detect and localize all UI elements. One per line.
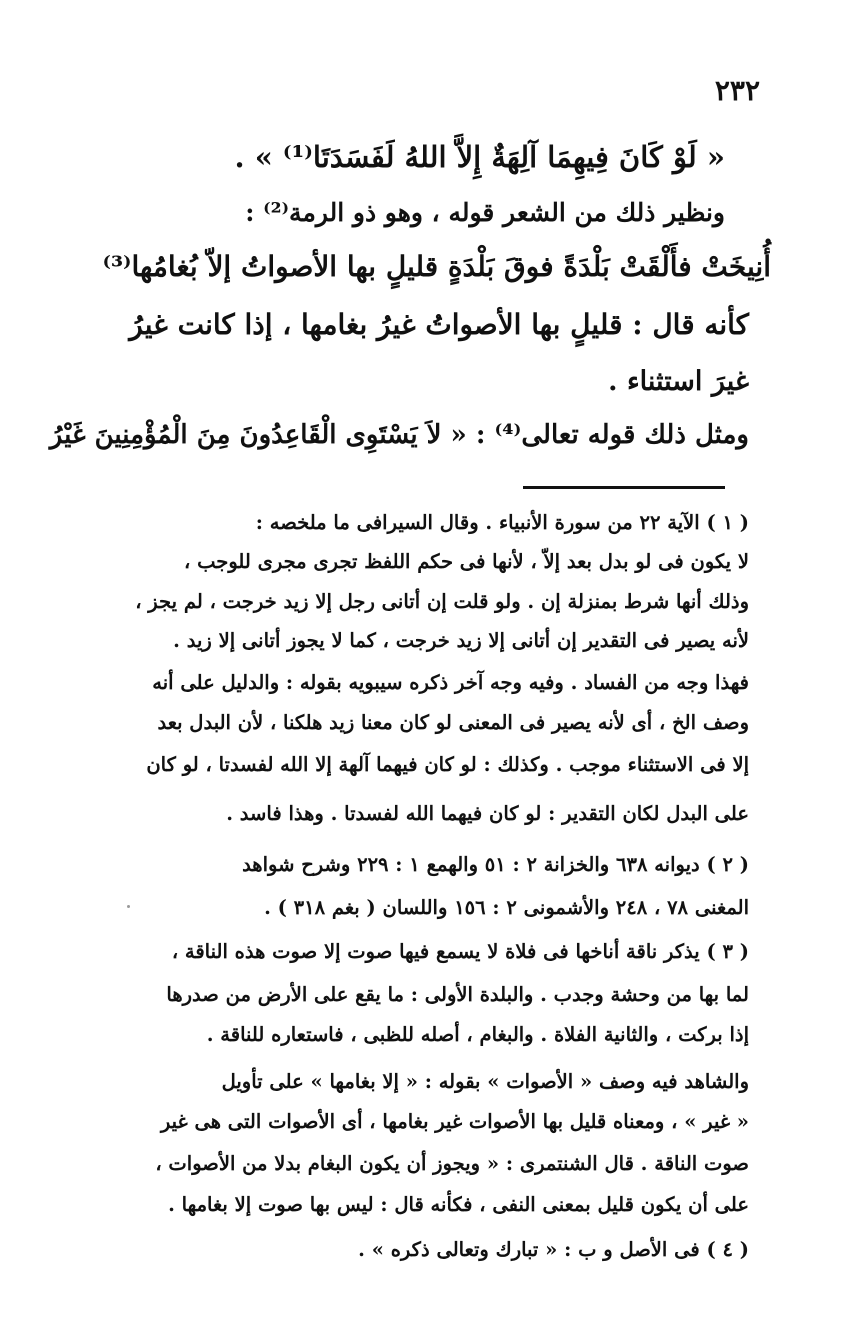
footnote-3-line-1: ( ٣ ) يذكر ناقة أناخها فى فلاة لا يسمع فيها صوت إلا صوت هذه الناقة ، [171,940,749,963]
footnote-1-line-6: وصف الخ ، أى لأنه يصير فى المعنى لو كان معنا زيد هلكنا ، لأن البدل بعد [157,711,749,734]
footnote-3-line-2: لما بها من وحشة وجدب . والبلدة الأولى : ما يقع على الأرض من صدرها [166,983,749,1006]
footnote-2-line-1: ( ٢ ) ديوانه ٦٣٨ والخزانة ٢ : ٥١ والهمع ١ : ٢٢٩ وشرح شواهد [242,853,749,876]
main-line-1: « لَوْ كَانَ فِيهِمَا آلِهَةٌ إِلاَّ اللهُ لَفَسَدَتَا⁽¹⁾ » . [234,140,725,174]
main-line-3-verse: أُنِيخَتْ فأَلْقَتْ بَلْدَةً فوقَ بَلْدَةٍ قليلٍ بها الأصواتُ إلاّ بُغامُها⁽³⁾ [102,250,771,283]
main-line-4: كأنه قال : قليلٍ بها الأصواتُ غيرُ بغامها ، إذا كانت غيرُ [129,308,749,341]
main-line-2: ونظير ذلك من الشعر قوله ، وهو ذو الرمة⁽²⁾ : [245,198,725,227]
main-line-5: غيرَ استثناء . [608,366,749,397]
footnote-1-line-3: وذلك أنها شرط بمنزلة إن . ولو قلت إن أتانى رجل إلا زيد خرجت ، لم يجز ، [135,590,749,613]
footnote-3-line-4: والشاهد فيه وصف « الأصوات » بقوله : « إلا بغامها » على تأويل [221,1070,749,1093]
footnote-3-line-7: على أن يكون قليل بمعنى النفى ، فكأنه قال : ليس بها صوت إلا بغامها . [168,1193,749,1216]
footnote-1-line-5: فهذا وجه من الفساد . وفيه وجه آخر ذكره سيبويه بقوله : والدليل على أنه [152,671,749,694]
footnote-4-line-1: ( ٤ ) فى الأصل و ب : « تبارك وتعالى ذكره » . [358,1238,749,1261]
main-line-6: ومثل ذلك قوله تعالى⁽⁴⁾ : « لاَ يَسْتَوِى الْقَاعِدُونَ مِنَ الْمُؤْمِنِينَ غَيْرُ [49,420,749,450]
footnote-3-line-5: « غير » ، ومعناه قليل بها الأصوات غير بغامها ، أى الأصوات التى هى غير [160,1110,749,1133]
footnote-1-line-8: على البدل لكان التقدير : لو كان فيهما الله لفسدتا . وهذا فاسد . [226,802,749,825]
footnote-1-line-4: لأنه يصير فى التقدير إن أتانى إلا زيد خرجت ، كما لا يجوز أتانى إلا زيد . [173,629,749,652]
footnote-3-line-6: صوت الناقة . قال الشنتمرى : « ويجوز أن يكون البغام بدلا من الأصوات ، [155,1152,749,1175]
page-number: ٢٣٢ [714,74,760,107]
footnote-2-line-2: المغنى ٧٨ ، ٢٤٨ والأشمونى ٢ : ١٥٦ واللسان ( بغم ٣١٨ ) . [264,896,749,919]
footnote-separator [523,486,725,489]
footnote-1-line-2: لا يكون فى لو بدل بعد إلاّ ، لأنها فى حكم اللفظ تجرى مجرى للوجب ، [184,550,749,573]
footnote-1-line-1: ( ١ ) الآية ٢٢ من سورة الأنبياء . وقال السيرافى ما ملخصه : [255,511,749,534]
print-speck [127,905,130,908]
footnote-3-line-3: إذا بركت ، والثانية الفلاة . والبغام ، أصله للظبى ، فاستعاره للناقة . [206,1023,749,1046]
footnote-1-line-7: إلا فى الاستثناء موجب . وكذلك : لو كان فيهما آلهة إلا الله لفسدتا ، لو كان [146,753,749,776]
